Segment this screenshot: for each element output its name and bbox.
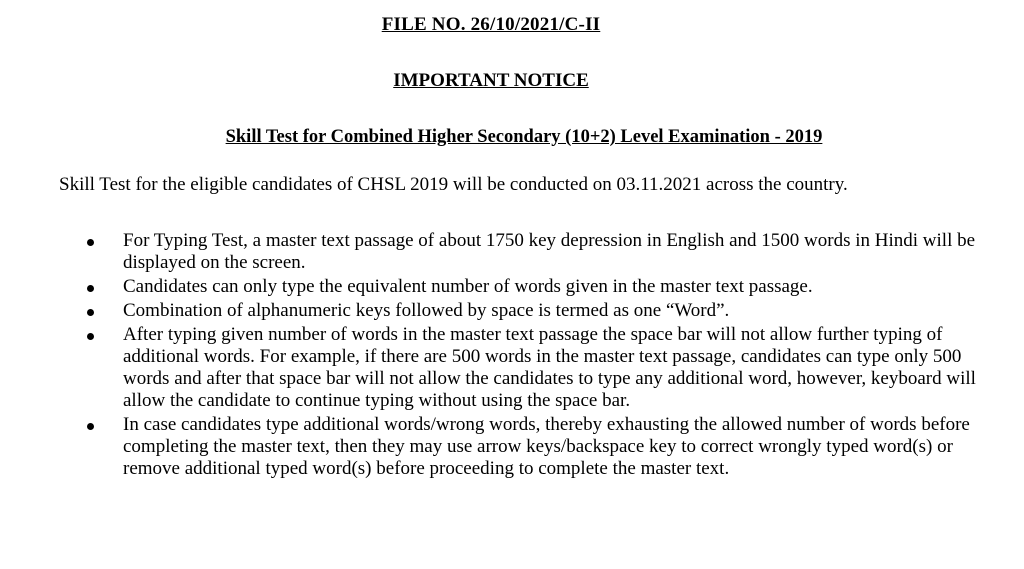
list-item xyxy=(0,324,1024,412)
notice-subject: Skill Test for Combined Higher Secondary (10+2) Level Examination - 2019 xyxy=(225,127,823,147)
bullet-icon xyxy=(87,333,94,340)
list-item-text: After typing given number of words in the master text passage the space bar will not allow further typing of additional words. For example, if there are 500 words in the master text passage, candidates can type only 500 words and after that space bar will not allow the candidates to type any additional word, however, keyboard will allow the candidate to continue typing without using the space bar. xyxy=(123,324,976,411)
list-item xyxy=(0,414,1024,480)
bullet-icon xyxy=(87,239,94,246)
instruction-list xyxy=(0,230,1024,482)
list-item-text: Combination of alphanumeric keys followed by space is termed as one “Word”. xyxy=(123,300,730,321)
list-item-text: For Typing Test, a master text passage of about 1750 key depression in English and 1500 words in Hindi will be displayed on the screen. xyxy=(123,230,976,273)
list-item xyxy=(0,300,1024,322)
bullet-icon xyxy=(87,423,94,430)
list-item-text: In case candidates type additional words/wrong words, thereby exhausting the allowed number of words before completing the master text, then they may use arrow keys/backspace key to correct wrongly typed word(s) or remove additional typed word(s) before proceeding to complete the master text. xyxy=(123,414,970,479)
list-item-text: Candidates can only type the equivalent number of words given in the master text passage. xyxy=(123,276,813,297)
intro-paragraph: Skill Test for the eligible candidates of CHSL 2019 will be conducted on 03.11.2021 across the country. xyxy=(59,174,848,195)
list-item xyxy=(0,276,1024,298)
file-number: FILE NO. 26/10/2021/C-II xyxy=(381,14,601,35)
bullet-icon xyxy=(87,285,94,292)
bullet-icon xyxy=(87,309,94,316)
list-item xyxy=(0,230,1024,274)
notice-title: IMPORTANT NOTICE xyxy=(393,70,589,91)
